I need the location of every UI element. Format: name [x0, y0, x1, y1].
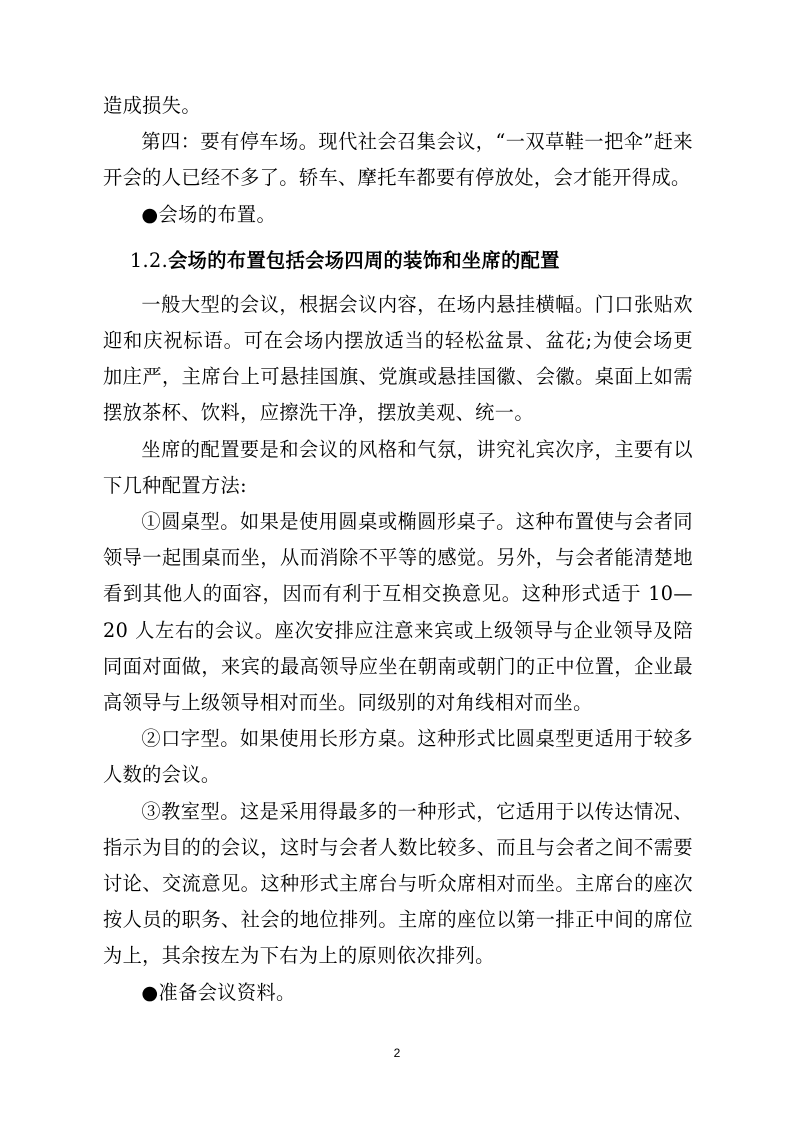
- bullet-venue-layout: ●会场的布置。: [141, 202, 277, 226]
- document-body: [103, 88, 693, 1011]
- page-number: 2: [393, 1046, 401, 1060]
- section-heading: [103, 241, 693, 281]
- section-number: 1.2.: [129, 248, 169, 272]
- section-title: 会场的布置包括会场四周的装饰和坐席的配置: [168, 248, 560, 272]
- paragraph-round-table: ①圆桌型。如果是使用圆桌或椭圆形桌子。这种布置使与会者同领导一起围桌而坐，从而消除不平等的感觉。另外，与会者能清楚地看到其他人的面容，因而有利于互相交换意见。这种形式适于 10—20 人左右的会议。座次安排应注意来宾或上级领导与企业领导及陪同面对面做，来宾的最高领导应坐在朝南或朝门的正中位置，企业最高领导与上级领导相对而坐。同级别的对角线相对而坐。: [103, 510, 693, 715]
- paragraph-continuation: 造成损失。: [103, 94, 201, 117]
- paragraph-seating-intro: 坐席的配置要是和会议的风格和气氛，讲究礼宾次序，主要有以下几种配置方法:: [103, 437, 693, 497]
- bullet-meeting-materials: ●准备会议资料。: [141, 980, 296, 1004]
- paragraph-classroom: ③教室型。这是采用得最多的一种形式，它适用于以传达情况、指示为目的的会议，这时与会者人数比较多、而且与会者之间不需要讨论、交流意见。这种形式主席台与听众席相对而坐。主席台的座次按人员的职务、社会的地位排列。主席的座位以第一排正中间的席位为上，其余按左为下右为上的原则依次排列。: [103, 799, 693, 968]
- paragraph-decoration: 一般大型的会议，根据会议内容，在场内悬挂横幅。门口张贴欢迎和庆祝标语。可在会场内摆放适当的轻松盆景、盆花;为使会场更加庄严，主席台上可悬挂国旗、党旗或悬挂国徽、会徽。桌面上如需摆放茶杯、饮料，应擦洗干净，摆放美观、统一。: [103, 292, 693, 425]
- paragraph-square-table: ②口字型。如果使用长形方桌。这种形式比圆桌型更适用于较多人数的会议。: [103, 727, 693, 787]
- paragraph-parking: 第四：要有停车场。现代社会召集会议，“一双草鞋一把伞”赶来开会的人已经不多了。轿车、摩托车都要有停放处，会才能开得成。: [103, 130, 693, 190]
